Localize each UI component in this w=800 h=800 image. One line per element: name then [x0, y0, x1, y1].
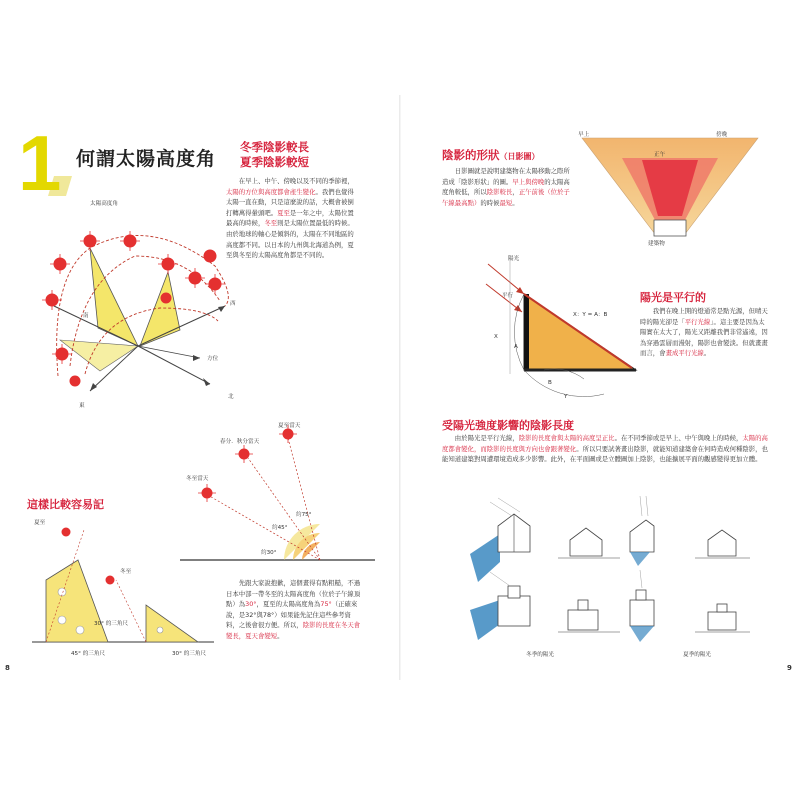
body-text: 是一年之中，太陽位置最高的時候， — [226, 208, 354, 228]
fan-label-building: 建築物 — [648, 241, 665, 247]
shadow-shape-body — [442, 166, 570, 208]
body-text: 在早上、中午、傍晚以及不同的季節裡， — [238, 177, 354, 185]
heading-sub: （日影圖） — [499, 151, 540, 161]
summer-sun-label: 夏季的陽光 — [683, 652, 711, 658]
house-sketches — [450, 492, 760, 652]
building-footprint — [654, 220, 686, 236]
highlight-text: 陰影較長 — [486, 188, 513, 197]
highlight-text: 太陽的方位與高度都會產生變化 — [226, 187, 316, 196]
label-azimuth: 方位 — [207, 356, 219, 362]
highlight-text: 陰影的長度會與太陽的高度呈正比 — [518, 434, 615, 442]
shadow-shape-heading — [442, 147, 540, 163]
parallel-label-parallel: 平行 — [502, 293, 514, 299]
parallel-label-ratio: X：Y = A：B — [573, 312, 608, 318]
chapter-badge — [8, 119, 72, 207]
chapter-title: 何謂太陽高度角 — [76, 148, 217, 170]
body-text: 」。這主要是因為太陽實在太大了，陽光又距離我們非常遙遠，因為穿過雲層而漫射，陽影也會變淡。但就畫畫而言，會 — [640, 317, 768, 358]
chapter-badge-number: 1 — [18, 119, 62, 207]
parallel-body — [640, 306, 768, 359]
angle-label-winter: 冬至當天 — [186, 476, 209, 482]
memory-label-30-a: 30° 的三角尺 — [94, 621, 129, 627]
highlight-text: 夏至 — [277, 208, 290, 217]
equinox-shadow-triangle — [140, 272, 180, 346]
body-text: ， — [512, 188, 519, 197]
body-text: 日影圖就是說明建築物在太陽移動之際所造成「陰影形狀」的圖。 — [442, 167, 570, 186]
body-text: 。所以只要試著畫出陰影，就能知道建築會在何時造成何種陰影，也能知道建築對周遭環境造成多少影響。此外，在平面圖或是立體圖加上陰影，也能擴展平面的觀感變得更加立體。 — [442, 444, 768, 464]
parallel-label-a: A — [514, 344, 518, 350]
body-text: 。 — [703, 349, 711, 358]
triangle-30 — [146, 605, 198, 642]
highlight-text: 最短 — [499, 198, 513, 207]
body-text: 。我們也覺得太陽一直在動，只是這麼說的話，大概會被倒打轉萬得暈頭吧。 — [226, 187, 354, 217]
shadow-fan-diagram — [570, 136, 770, 246]
page-number-left: 8 — [5, 664, 10, 672]
parallel-label-b: B — [548, 380, 552, 386]
label-altitude: 太陽高度角 — [90, 201, 118, 207]
body-text: 我們在晚上開的燈通常是點光源，但晴天時的陽光卻是「 — [640, 307, 768, 326]
sun-path-diagram — [40, 196, 240, 406]
highlight-text: 正午前後（位於子午線最高點） — [442, 188, 570, 207]
memory-label-winter: 冬至 — [120, 569, 132, 575]
label-north: 北 — [228, 394, 234, 400]
highlight-text: 30° — [245, 600, 257, 609]
memory-label-summer: 夏至 — [34, 520, 46, 526]
parallel-label-x: X — [494, 334, 498, 340]
memory-label-30-b: 30° 的三角尺 — [172, 651, 207, 657]
winter-summer-heading — [240, 140, 309, 170]
fan-label-evening: 傍晚 — [716, 132, 728, 138]
intensity-heading: 受陽光強度影響的陰影長度 — [442, 419, 574, 432]
body-text: 。在不同季節或是早上、中午與晚上的時候， — [614, 434, 743, 442]
highlight-text: 畫成平行光線 — [665, 349, 704, 358]
body-text: 的時候 — [480, 198, 500, 207]
memory-body — [226, 578, 361, 642]
right-page — [400, 0, 800, 800]
winter-summer-heading-line1: 冬季陰影較長 — [240, 140, 309, 154]
triangle-ruler-diagram — [28, 520, 218, 660]
parallel-heading: 陽光是平行的 — [640, 291, 706, 304]
winter-summer-body — [226, 176, 360, 261]
memory-label-45: 45° 的三角尺 — [71, 651, 106, 657]
parallel-light-diagram — [484, 254, 644, 404]
parallel-label-sunlight: 陽光 — [508, 256, 520, 262]
winter-summer-heading-line2: 夏季陰影較短 — [240, 155, 309, 169]
fan-label-morning: 早上 — [578, 132, 590, 138]
intensity-body — [442, 433, 768, 465]
angle-label-30: 約30° — [261, 550, 277, 556]
parallel-label-y: Y — [564, 394, 568, 400]
label-east: 東 — [79, 403, 85, 409]
angle-label-75: 約75° — [296, 512, 312, 518]
highlight-text: 早上與傍晚 — [512, 177, 545, 186]
angle-label-summer: 夏至當天 — [278, 423, 301, 429]
angle-label-equinox: 春分．秋分當天 — [220, 439, 260, 445]
highlight-text: 冬至 — [264, 219, 278, 228]
angle-label-45: 約45° — [272, 525, 288, 531]
heading-text: 陰影的形狀 — [442, 148, 500, 162]
body-text: 則是太陽位置最低的時候。由於地球的軸心是傾斜的，太陽在不同地區的高度都不同。以日本的九州與北海道為例，夏至與冬至的太陽高度角都是不同的。 — [226, 219, 354, 260]
body-text: 。 — [512, 198, 519, 207]
label-west: 西 — [230, 301, 236, 307]
body-text: 的太陽高度角較低，所以 — [442, 177, 570, 197]
body-text: 。 — [277, 631, 284, 640]
body-text: 由於陽光是平行光線， — [454, 434, 519, 442]
body-text: 先跟大家說抱歉，這個畫得有點粗糙，不過日本中部一帶冬至的太陽高度角（位於子午線頂點）為 — [226, 579, 361, 609]
page-number-right: 9 — [787, 664, 792, 672]
fan-label-noon: 正午 — [654, 152, 666, 158]
summer-shadow-triangle — [90, 248, 138, 346]
highlight-text: 75° — [320, 600, 332, 609]
label-south: 南 — [83, 313, 89, 319]
highlight-text: 太陽的高度都會變化，而陰影的長度與方向也會跟著變化 — [442, 434, 768, 453]
winter-sun-label: 冬季的陽光 — [526, 652, 554, 658]
body-text: ，夏至的太陽高度角為 — [256, 600, 321, 609]
highlight-text: 平行光線 — [684, 317, 711, 326]
easy-memory-heading: 這樣比較容易記 — [27, 498, 104, 511]
highlight-text: 陰影的長度在冬天會變長，夏天會變短 — [226, 621, 361, 640]
body-text: （正確來說，是32°與78°）如果能先記住這些參考資料，之後會很方便。所以， — [226, 600, 358, 630]
